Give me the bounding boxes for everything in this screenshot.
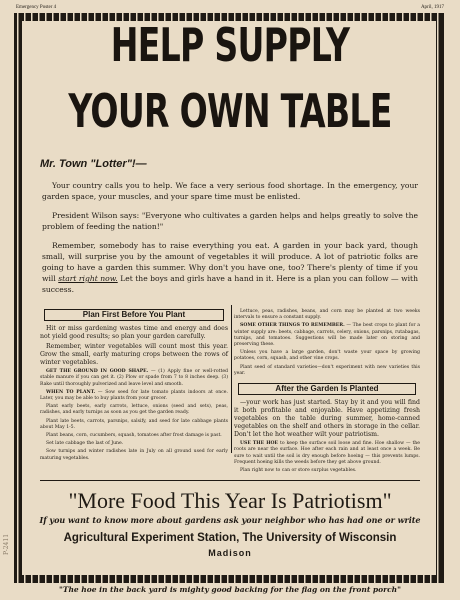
- intro-p3-start: Remember, somebody has to raise everything you eat. A garden in your back yard, though small, will surprise you by the amount of vegetables it will produce. A lot of patriotic folks are going to have a garden this summer. Why don't you have one, too? There's plenty of time if you will: [42, 241, 418, 283]
- left-paragraph-3: [40, 369, 228, 388]
- contact-subline: If you want to know more about gardens ask your neighbor who has had one or write: [39, 515, 421, 525]
- right-p2-label: SOME OTHER THINGS TO REMEMBER.: [240, 323, 345, 329]
- greeting: Mr. Town "Lotter"!—: [40, 158, 147, 170]
- right-column-heading: After the Garden Is Planted: [238, 383, 416, 395]
- left-column: [40, 309, 228, 464]
- left-paragraph-7: Plant beans, corn, cucumbers, squash, tomatoes after frost damage is past.: [46, 433, 222, 439]
- right-paragraph-2: [234, 323, 420, 348]
- right-p6-text: to keep the surface soil loose and fine. Hoe shallow — the roots are near the surface. Hoe after each rain and at least once a week. Be sure to wait until the soil is dry enough before hoeing — this prevents lumps. Frequent hoeing kills the weeds before they get above ground.: [234, 441, 420, 465]
- intro-p3-end: Let the boys and girls have a hand in it. Here is a plan you can follow — with success.: [42, 274, 418, 294]
- right-paragraph-1: Lettuce, peas, radishes, beans, and corn may be planted at two weeks intervals to ensure a constant supply.: [234, 309, 420, 321]
- poster-header: [16, 3, 444, 12]
- station-name: Agricultural Experiment Station, The University of Wisconsin: [63, 532, 397, 544]
- left-column-heading: Plan First Before You Plant: [44, 309, 224, 321]
- left-p4-text: — Sow seed for late tomato plants indoors at once. Later, you may be able to buy plants from your grocer.: [40, 389, 228, 402]
- intro-p3-emphasis: start right now.: [58, 274, 118, 283]
- archive-stamp: P-2411: [3, 533, 10, 555]
- right-paragraph-6: [234, 441, 420, 466]
- right-column: [234, 309, 420, 476]
- left-p3-label: GET THE GROUND IN GOOD SHAPE.: [46, 369, 149, 375]
- left-paragraph-6: Plant late beets, carrots, parsnips, salsify, and seed for late cabbage plants about May 1-5.: [40, 418, 228, 430]
- headline-line-1: HELP SUPPLY: [110, 18, 350, 72]
- left-paragraph-4: [40, 390, 228, 402]
- left-paragraph-8: Set late cabbage the last of June.: [46, 441, 124, 447]
- headline-line-2: YOUR OWN TABLE: [68, 84, 392, 138]
- column-divider: [231, 305, 232, 453]
- station-city: Madison: [208, 548, 252, 558]
- left-p3-text: — (1) Apply fine or well-rotted stable manure if you can get it. (2) Plow or spade from 7 to 8 inches deep. (3) Rake until thoroughly pulverized and leave level and smooth.: [40, 369, 228, 387]
- right-paragraph-7: Plan right now to can or store surplus vegetables.: [240, 468, 357, 474]
- left-paragraph-1: Hit or miss gardening wastes time and energy and does not yield good results; so plan your garden carefully.: [40, 325, 228, 341]
- right-p6-label: USE THE HOE: [240, 441, 279, 447]
- left-paragraph-5: Plant early beets, early carrots, lettuce, onions (seed and sets), peas, radishes, and early turnips as soon as you get the garden ready.: [40, 404, 228, 416]
- intro-paragraph-3: [42, 240, 418, 295]
- right-p2-text: — The best crops to plant for a winter supply are: beets, cabbage, carrots, celery, onions, parsnips, rutabagas, turnips, and tomatoes. Suggestions will be made later on storing and preserving these.: [234, 323, 420, 348]
- footer-quote: "The hoe in the back yard is mighty good backing for the flag on the front porch": [58, 585, 402, 594]
- right-paragraph-5: —your work has just started. Stay by it and you will find it both profitable and enjoyable. Have appetizing fresh vegetables on the table during summer, home-canned vegetables on the shelf and others in storage in the cellar. Don't let the hot weather wilt your patriotism.: [234, 399, 420, 439]
- left-p4-label: WHEN TO PLANT.: [46, 389, 96, 395]
- right-paragraph-3: Unless you have a large garden, don't waste your space by growing potatoes, corn, squash, and other vine crops.: [234, 350, 420, 362]
- intro-paragraph-1: Your country calls you to help. We face a very serious food shortage. In the emergency, your garden space, your muscles, and your spare time must be enlisted.: [42, 181, 418, 201]
- right-paragraph-4: Plant seed of standard varieties—don't experiment with new varieties this year.: [234, 364, 420, 376]
- slogan: "More Food This Year Is Patriotism": [68, 488, 392, 513]
- left-paragraph-2: Remember, winter vegetables will count most this year. Grow the small, early maturing crops between the rows of winter vegetables.: [40, 343, 228, 367]
- intro-paragraph-2: President Wilson says: "Everyone who cultivates a garden helps and helps greatly to solve the problem of feeding the nation!": [42, 211, 418, 231]
- poster-date: April, 1917: [420, 5, 444, 10]
- poster-number: Emergency Poster 4: [16, 5, 57, 10]
- rule-above-slogan: [40, 480, 420, 481]
- left-paragraph-9: Sow turnips and winter radishes late in July on all ground used for early maturing vegetables.: [40, 449, 228, 461]
